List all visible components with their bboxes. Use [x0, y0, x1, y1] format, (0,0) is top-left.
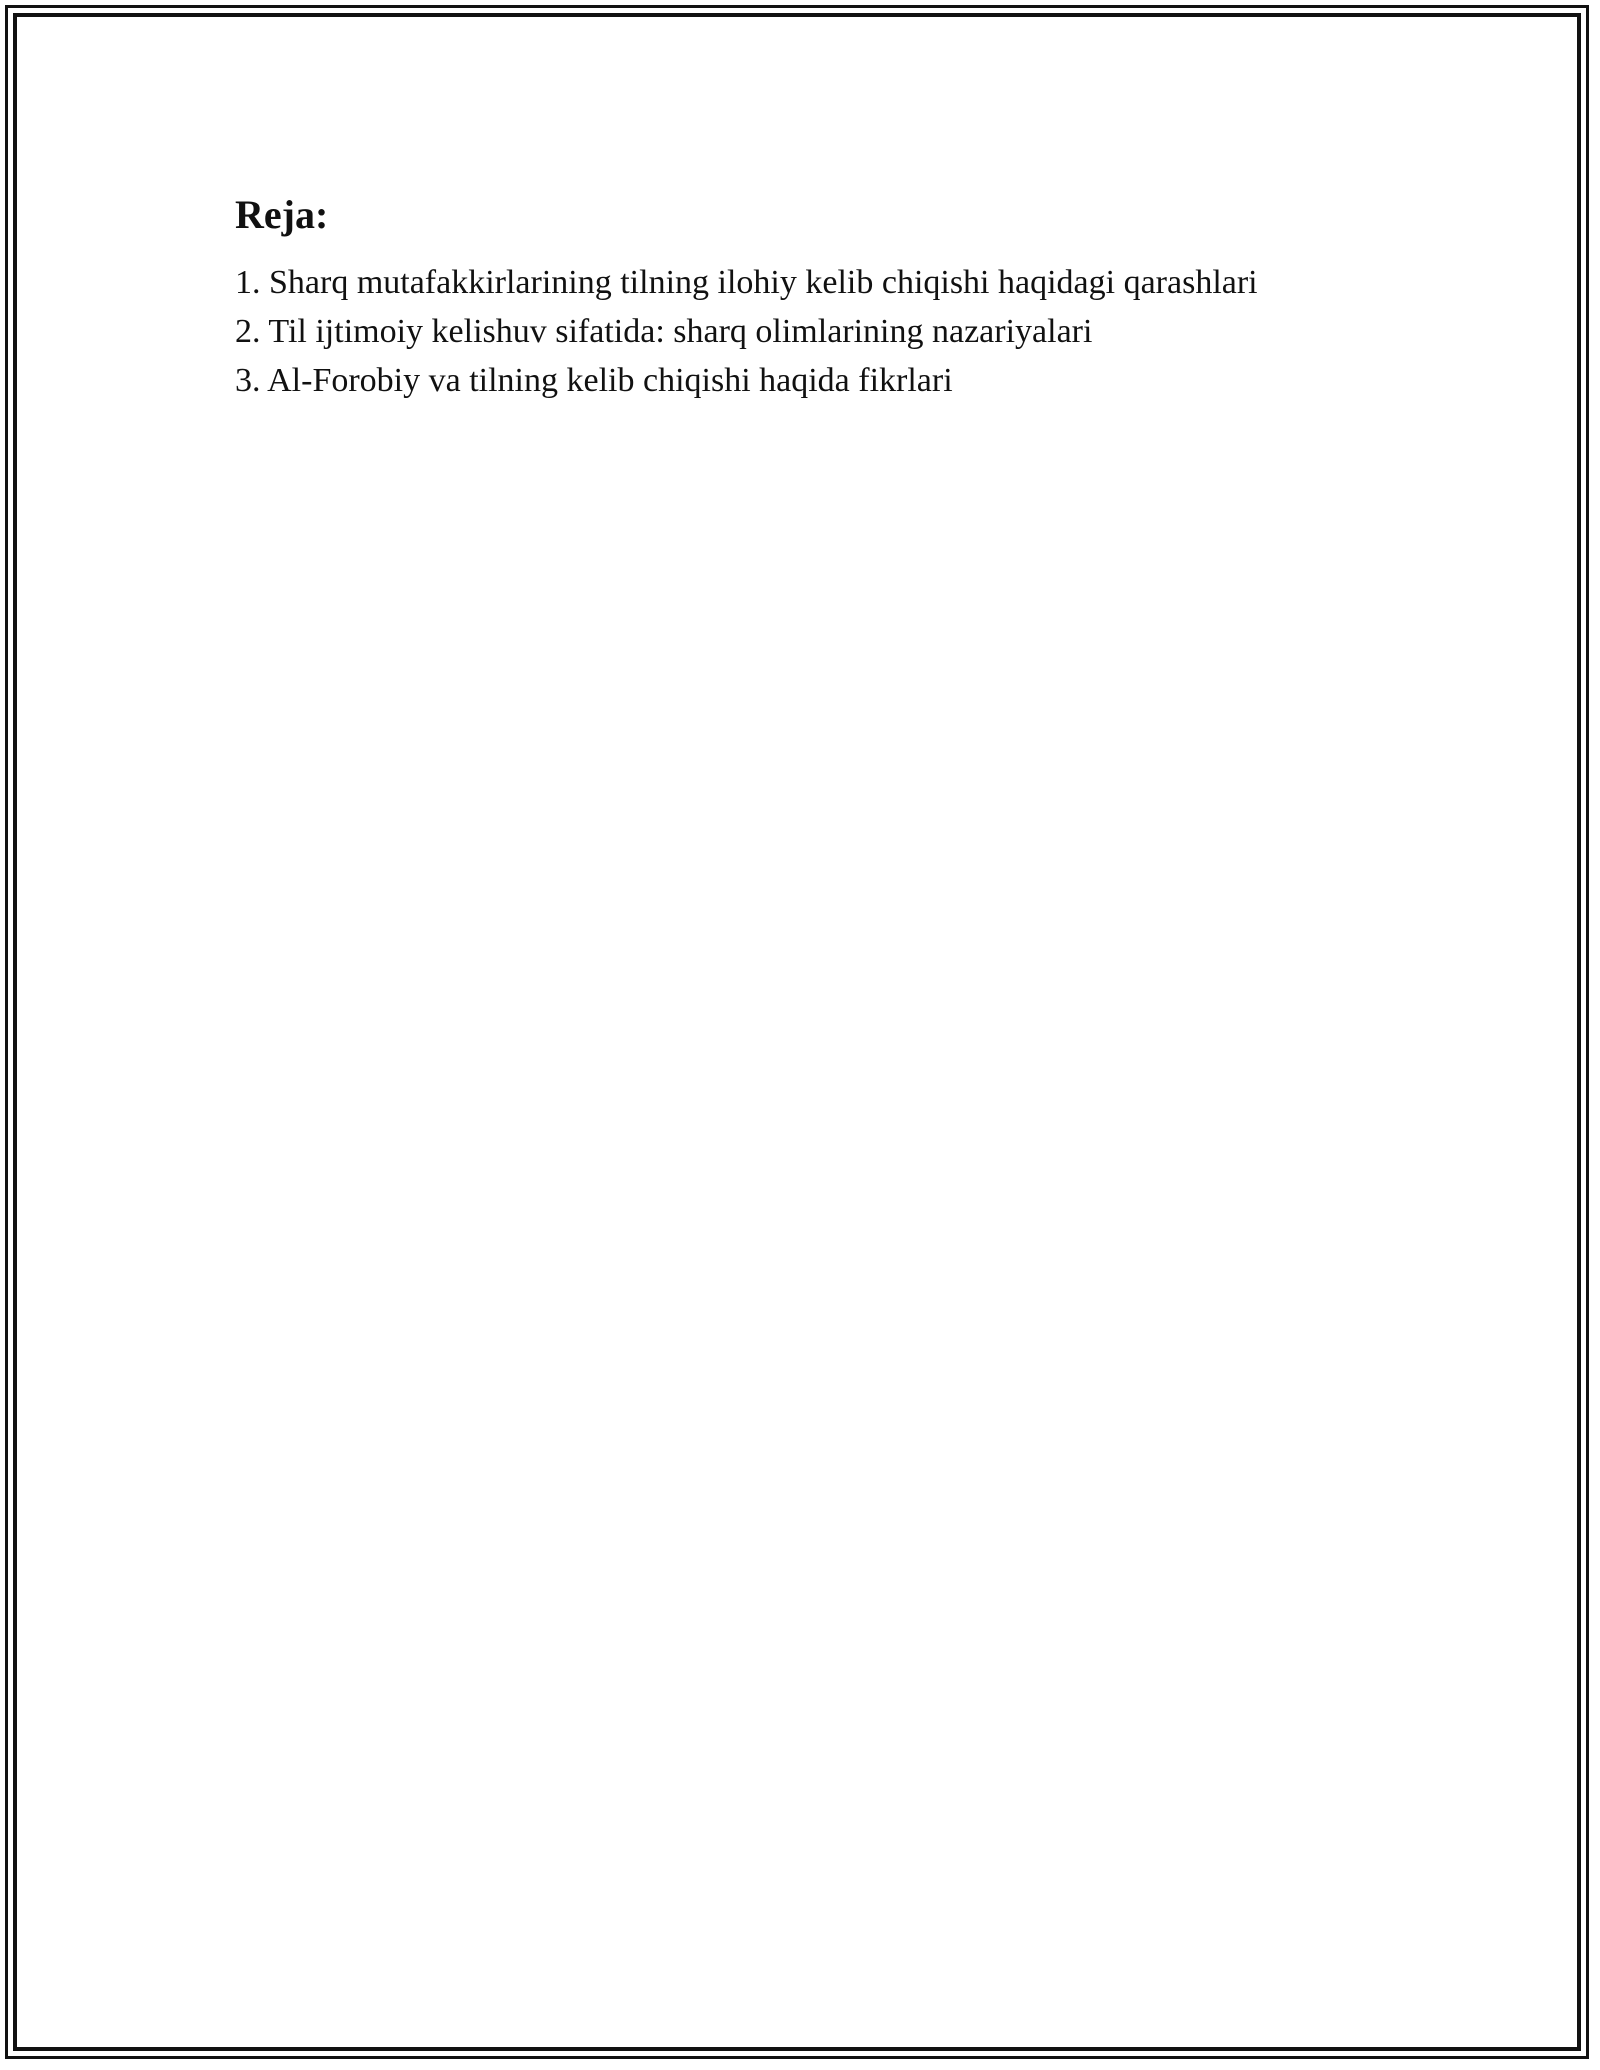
plan-item-text: Til ijtimoiy kelishuv sifatida: sharq olimlarining nazariyalari	[268, 313, 1093, 350]
plan-title: Reja:	[235, 192, 329, 237]
plan-item-text: Sharq mutafakkirlarining tilning ilohiy kelib chiqishi haqidagi qarashlari	[269, 264, 1258, 301]
plan-item-text: Al-Forobiy va tilning kelib chiqishi haqida fikrlari	[267, 362, 953, 399]
plan-item-number: 2.	[235, 313, 261, 350]
plan-item-number: 3.	[235, 362, 261, 399]
plan-item-2	[235, 307, 1415, 356]
document-body	[235, 188, 1415, 405]
plan-item-3	[235, 356, 1415, 405]
plan-item-1	[235, 258, 1415, 307]
plan-list	[235, 258, 1415, 405]
plan-item-number: 1.	[235, 264, 261, 301]
